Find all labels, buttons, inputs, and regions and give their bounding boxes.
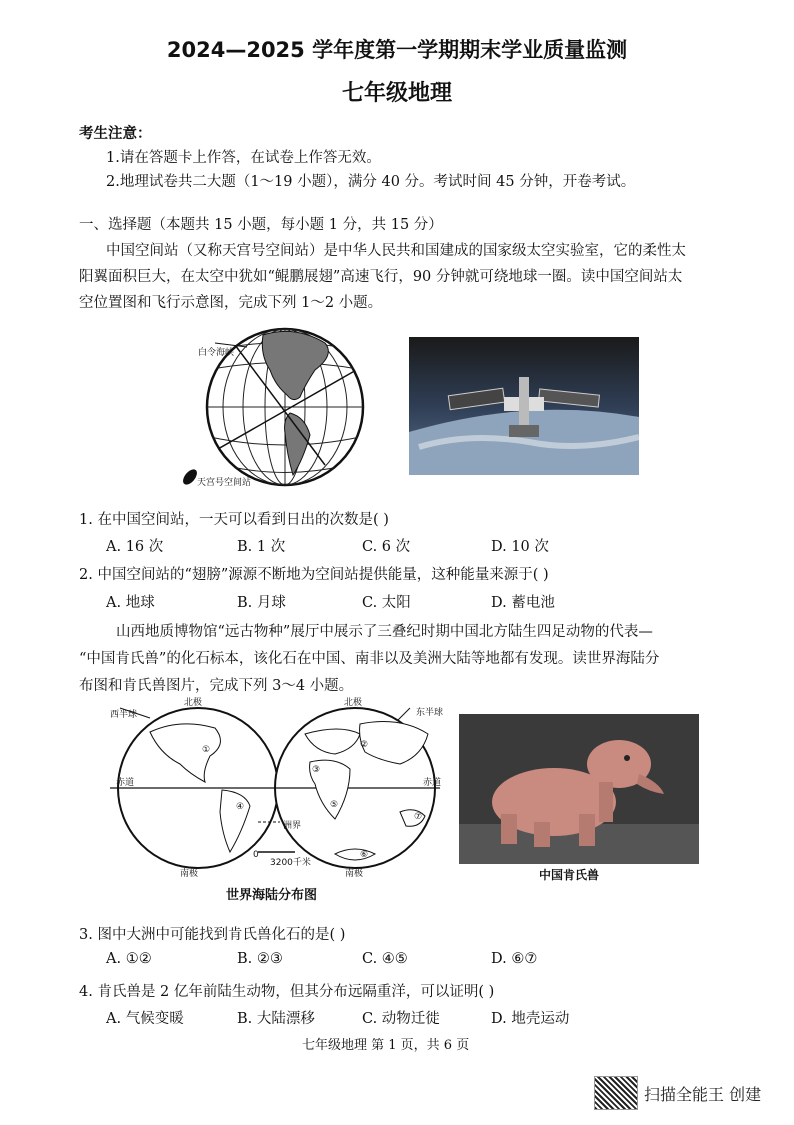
scale-zero: 0 [253,850,259,860]
q3-option-d[interactable]: D. ⑥⑦ [491,951,538,967]
continent-1: ① [202,745,211,755]
notice-heading: 考生注意： [79,126,152,142]
section-heading: 一、选择题（本题共 15 小题，每小题 1 分，共 15 分） [79,217,443,233]
intro2-line-3: 布图和肯氏兽图片，完成下列 3～4 小题。 [79,678,354,694]
q1-option-a[interactable]: A. 16 次 [106,539,164,555]
exam-title: 2024—2025 学年度第一学期期末学业质量监测 [166,38,628,62]
q4-option-a[interactable]: A. 气候变暖 [106,1011,184,1027]
q2-option-a[interactable]: A. 地球 [106,595,155,611]
world-map-figure [110,694,450,879]
photo-caption: 中国肯氏兽 [539,868,600,882]
north-pole-label-east: 北极 [344,698,363,708]
bering-strait-label: 白令海峡 [198,348,235,358]
tiangong-label: 天宫号空间站 [197,478,252,488]
equator-label-west: 赤道 [116,778,135,788]
continent-5: ⑤ [330,800,339,810]
continent-3: ③ [312,765,321,775]
q4-option-c[interactable]: C. 动物迁徙 [362,1011,440,1027]
q1-option-b[interactable]: B. 1 次 [237,539,286,555]
q4-stem: 4. 肯氏兽是 2 亿年前陆生动物，但其分布远隔重洋，可以证明( ) [79,984,495,1000]
kannemeyeriid-photo [459,714,699,864]
exam-subtitle: 七年级地理 [341,81,452,106]
scale-label: 3200千米 [270,858,311,868]
q2-option-c[interactable]: C. 太阳 [362,595,411,611]
notice-item-1: 1.请在答题卡上作答，在试卷上作答无效。 [106,150,381,166]
east-hemisphere-label: 东半球 [416,708,444,718]
q1-option-c[interactable]: C. 6 次 [362,539,411,555]
intro1-line-1: 中国空间站（又称天宫号空间站）是中华人民共和国建成的国家级太空实验室，它的柔性太 [106,243,686,259]
q3-option-c[interactable]: C. ④⑤ [362,951,408,967]
continent-2: ② [360,740,369,750]
q3-stem: 3. 图中大洲中可能找到肯氏兽化石的是( ) [79,927,346,943]
intro2-line-1: 山西地质博物馆“远古物种”展厅中展示了三叠纪时期中国北方陆生四足动物的代表— [116,624,653,640]
q2-option-b[interactable]: B. 月球 [237,595,286,611]
west-hemisphere-label: 西半球 [110,710,138,720]
q2-stem: 2. 中国空间站的“翅膀”源源不断地为空间站提供能量，这种能量来源于( ) [79,567,549,583]
q3-option-a[interactable]: A. ①② [106,951,152,967]
intro2-line-2: “中国肯氏兽”的化石标本，该化石在中国、南非以及美洲大陆等地都有发现。读世界海陆分 [79,651,660,667]
intro1-line-2: 阳翼面积巨大，在太空中犹如“鲲鹏展翅”高速飞行，90 分钟就可绕地球一圈。读中国空间站太 [79,269,683,285]
qr-logo [594,1076,638,1110]
q4-option-d[interactable]: D. 地壳运动 [491,1011,570,1027]
continent-7: ⑦ [414,812,423,822]
notice-item-2: 2.地理试卷共二大题（1～19 小题），满分 40 分。考试时间 45 分钟，开卷考试。 [106,174,636,190]
watermark-text: 扫描全能王 创建 [644,1085,762,1104]
north-pole-label-west: 北极 [184,698,203,708]
space-station-photo [409,337,639,475]
equator-label-east: 赤道 [423,778,442,788]
page-footer: 七年级地理 第 1 页，共 6 页 [302,1038,470,1053]
continent-6: ⑥ [360,850,369,860]
south-pole-label-west: 南极 [180,869,199,879]
q1-stem: 1. 在中国空间站，一天可以看到日出的次数是( ) [79,512,389,528]
continent-boundary-legend: 洲界 [283,821,302,831]
q1-option-d[interactable]: D. 10 次 [491,539,549,555]
q2-option-d[interactable]: D. 蓄电池 [491,595,555,611]
intro1-line-3: 空位置图和飞行示意图，完成下列 1～2 小题。 [79,295,383,311]
q4-option-b[interactable]: B. 大陆漂移 [237,1011,315,1027]
south-pole-label-east: 南极 [345,869,364,879]
q3-option-b[interactable]: B. ②③ [237,951,283,967]
continent-4: ④ [236,802,245,812]
map-caption: 世界海陆分布图 [226,888,318,903]
